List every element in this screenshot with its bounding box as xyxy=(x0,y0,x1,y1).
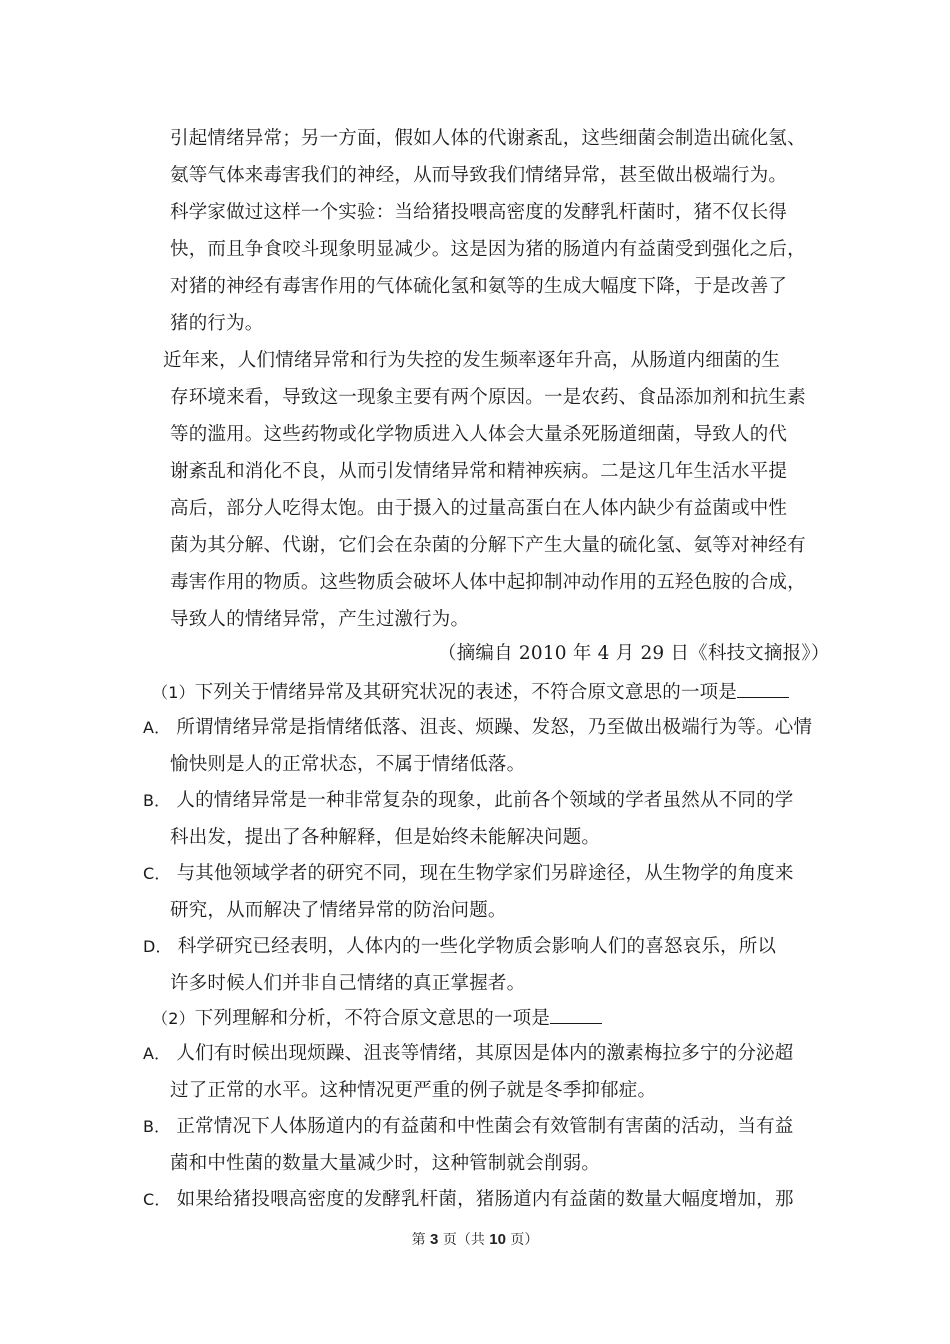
question-text: 下列关于情绪异常及其研究状况的表述，不符合原文意思的一项是 xyxy=(194,682,738,703)
option-text-cont: 许多时候人们并非自己情绪的真正掌握者。 xyxy=(170,973,526,994)
option-letter: B． xyxy=(143,791,171,810)
option-text: 所谓情绪异常是指情绪低落、沮丧、烦躁、发怒，乃至做出极端行为等。心情 xyxy=(176,717,813,738)
passage-line: 谢紊乱和消化不良，从而引发情绪异常和精神疾病。二是这几年生活水平提 xyxy=(170,461,788,482)
option-c xyxy=(143,1188,794,1212)
option-letter: C． xyxy=(143,864,171,883)
option-letter: B． xyxy=(143,1117,171,1136)
page-footer xyxy=(0,1229,950,1249)
option-text-cont: 过了正常的水平。这种情况更严重的例子就是冬季抑郁症。 xyxy=(170,1080,657,1101)
passage-line: 导致人的情绪异常，产生过激行为。 xyxy=(170,609,470,630)
option-text: 如果给猪投喂高密度的发酵乳杆菌，猪肠道内有益菌的数量大幅度增加，那 xyxy=(176,1189,794,1210)
option-c xyxy=(143,862,794,886)
passage-line: 毒害作用的物质。这些物质会破坏人体中起抑制冲动作用的五羟色胺的合成， xyxy=(170,572,806,593)
option-text-cont: 研究，从而解决了情绪异常的防治问题。 xyxy=(170,900,507,921)
source-citation: （摘编自 2010 年 4 月 29 日《科技文摘报》） xyxy=(438,643,830,664)
passage-line: 猪的行为。 xyxy=(170,313,264,334)
passage-line: 科学家做过这样一个实验：当给猪投喂高密度的发酵乳杆菌时，猪不仅长得 xyxy=(170,202,788,223)
passage-line: 快，而且争食咬斗现象明显减少。这是因为猪的肠道内有益菌受到强化之后， xyxy=(170,239,806,260)
passage-line: 引起情绪异常；另一方面，假如人体的代谢紊乱，这些细菌会制造出硫化氢、 xyxy=(170,128,806,149)
option-text-cont: 菌和中性菌的数量大量减少时，这种管制就会削弱。 xyxy=(170,1153,601,1174)
answer-blank xyxy=(550,1005,602,1024)
passage-line: 对猪的神经有毒害作用的气体硫化氢和氨等的生成大幅度下降，于是改善了 xyxy=(170,276,788,297)
passage-line: 高后，部分人吃得太饱。由于摄入的过量高蛋白在人体内缺少有益菌或中性 xyxy=(170,498,788,519)
option-a xyxy=(143,716,812,740)
current-page-number: 3 xyxy=(430,1231,439,1248)
passage-line: 存环境来看，导致这一现象主要有两个原因。一是农药、食品添加剂和抗生素 xyxy=(170,387,806,408)
option-letter: A． xyxy=(143,718,171,737)
total-pages-number: 10 xyxy=(489,1231,506,1248)
passage-line: 近年来，人们情绪异常和行为失控的发生频率逐年升高，从肠道内细菌的生 xyxy=(163,350,781,371)
option-text: 正常情况下人体肠道内的有益菌和中性菌会有效管制有害菌的活动，当有益 xyxy=(176,1116,794,1137)
option-b xyxy=(143,1115,794,1139)
question-text: 下列理解和分析，不符合原文意思的一项是 xyxy=(194,1008,551,1029)
option-text-cont: 科出发，提出了各种解释，但是始终未能解决问题。 xyxy=(170,827,601,848)
option-letter: D． xyxy=(143,937,172,956)
passage-line: 氨等气体来毒害我们的神经，从而导致我们情绪异常，甚至做出极端行为。 xyxy=(170,165,788,186)
footer-prefix: 第 xyxy=(411,1232,426,1248)
option-text-cont: 愉快则是人的正常状态，不属于情绪低落。 xyxy=(170,754,526,775)
passage-line: 菌为其分解、代谢，它们会在杂菌的分解下产生大量的硫化氢、氨等对神经有 xyxy=(170,535,806,556)
question-number: （1） xyxy=(152,683,195,702)
option-d xyxy=(143,935,776,959)
question-1-stem xyxy=(152,679,789,705)
footer-middle: 页（共 xyxy=(442,1232,485,1248)
option-letter: A． xyxy=(143,1044,171,1063)
option-letter: C． xyxy=(143,1190,171,1209)
option-text: 人的情绪异常是一种非常复杂的现象，此前各个领域的学者虽然从不同的学 xyxy=(176,790,794,811)
option-text: 科学研究已经表明，人体内的一些化学物质会影响人们的喜怒哀乐，所以 xyxy=(177,936,777,957)
passage-line: 等的滥用。这些药物或化学物质进入人体会大量杀死肠道细菌，导致人的代 xyxy=(170,424,788,445)
option-b xyxy=(143,789,794,813)
question-2-stem xyxy=(152,1005,602,1031)
option-text: 人们有时候出现烦躁、沮丧等情绪，其原因是体内的激素梅拉多宁的分泌超 xyxy=(176,1043,794,1064)
footer-suffix: 页） xyxy=(510,1232,539,1248)
option-text: 与其他领域学者的研究不同，现在生物学家们另辟途径，从生物学的角度来 xyxy=(176,863,794,884)
question-number: （2） xyxy=(152,1009,195,1028)
option-a xyxy=(143,1042,793,1066)
answer-blank xyxy=(737,679,789,698)
